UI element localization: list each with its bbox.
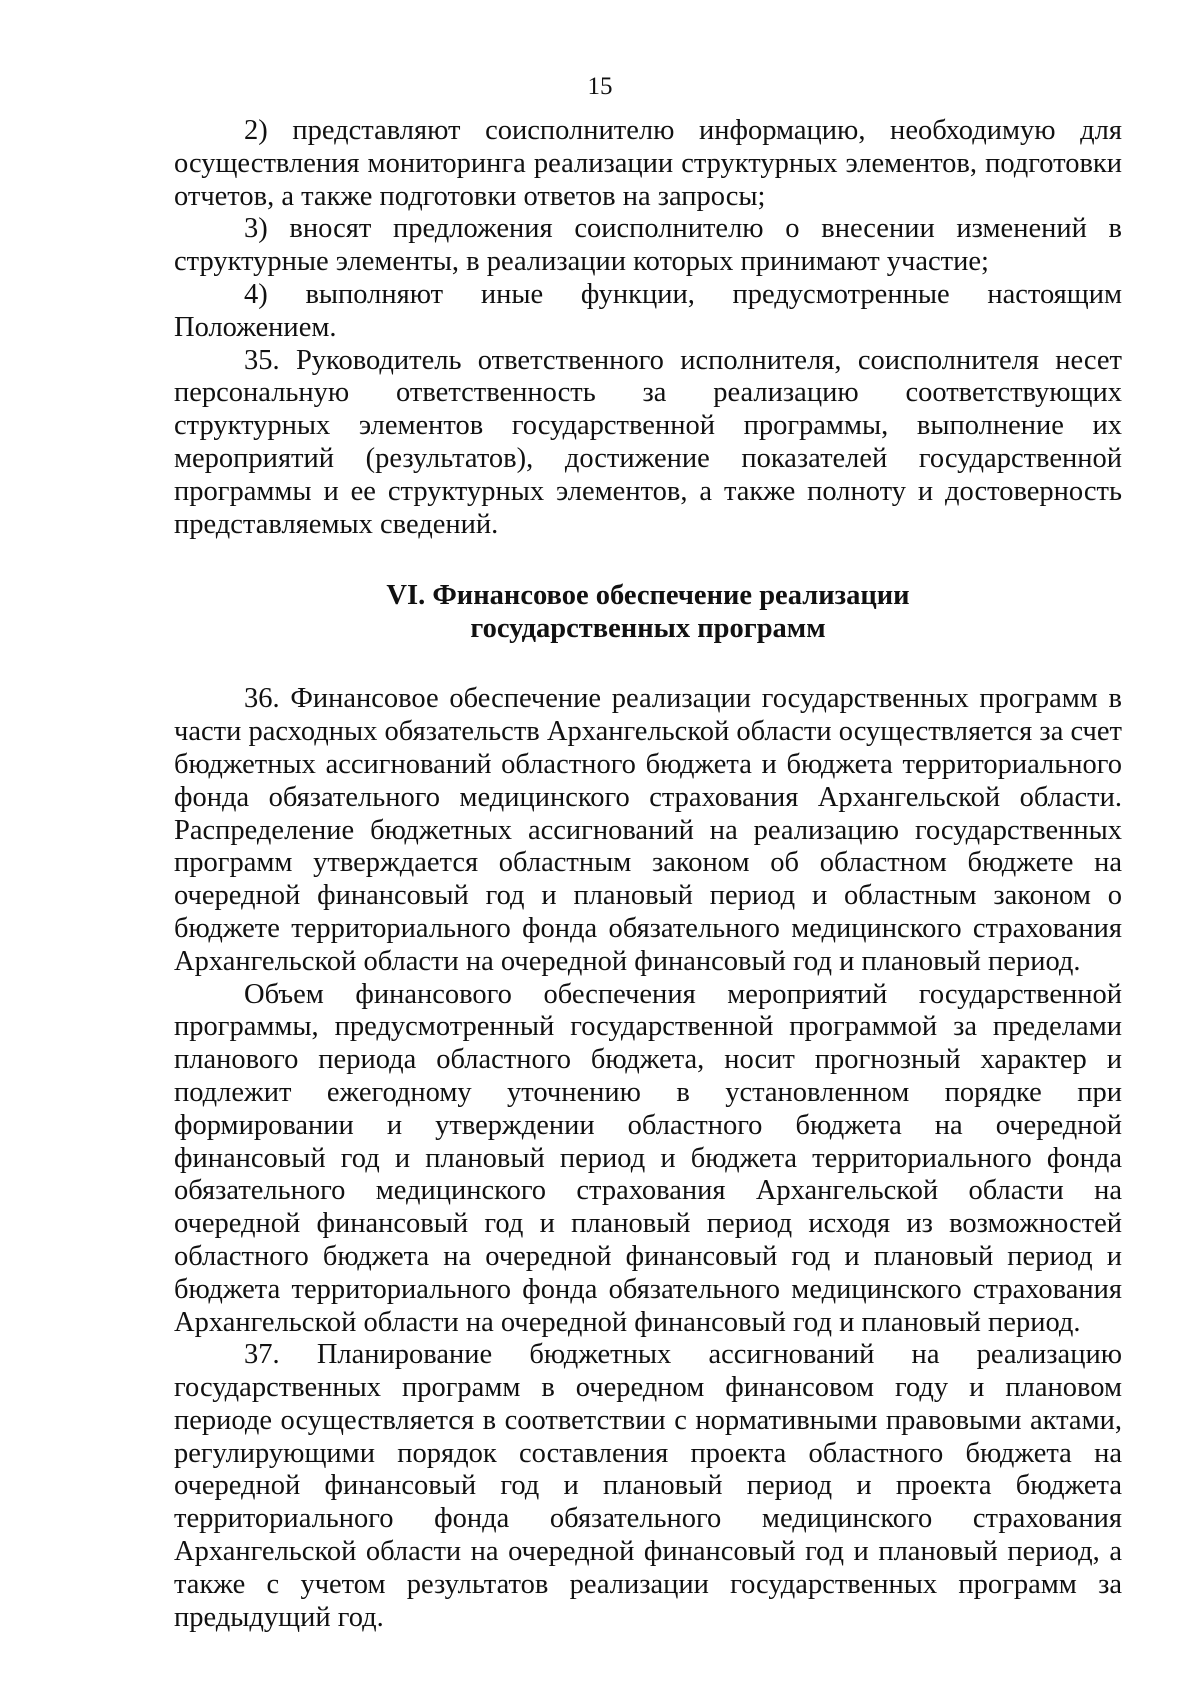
document-body <box>174 115 1122 1634</box>
paragraph-36: 36. Финансовое обеспечение реализации государственных программ в части расходных обязательств Архангельской области осуществляется за счет бюджетных ассигнований областного бюджета и бюджета территориального фонда обязательного медицинского страхования Архангельской области. Распределение бюджетных ассигнований на реализацию государственных программ утверждается областным законом об областном бюджете на очередной финансовый год и плановый период и областным законом о бюджете территориального фонда обязательного медицинского страхования Архангельской области на очередной финансовый год и плановый период. <box>174 683 1122 977</box>
paragraph-item-3: 3) вносят предложения соисполнителю о внесении изменений в структурные элементы, в реализации которых принимают участие; <box>174 213 1122 278</box>
paragraph-item-4: 4) выполняют иные функции, предусмотренные настоящим Положением. <box>174 278 1122 343</box>
paragraph-36-volume: Объем финансового обеспечения мероприятий государственной программы, предусмотренный государственной программой за пределами планового периода областного бюджета, носит прогнозный характер и подлежит ежегодному уточнению в установленном порядке при формировании и утверждении областного бюджета на очередной финансовый год и плановый период и бюджета территориального фонда обязательного медицинского страхования Архангельской области на очередной финансовый год и плановый период исходя из возможностей областного бюджета на очередной финансовый год и плановый период и бюджета территориального фонда обязательного медицинского страхования Архангельской области на очередной финансовый год и плановый период. <box>174 978 1122 1338</box>
section-heading <box>174 579 1122 645</box>
page-number: 15 <box>587 73 613 100</box>
paragraph-35: 35. Руководитель ответственного исполнителя, соисполнителя несет персональную ответственность за реализацию соответствующих структурных элементов государственной программы, выполнение их мероприятий (результатов), достижение показателей государственной программы и ее структурных элементов, а также полноту и достоверность представляемых сведений. <box>174 344 1122 540</box>
section-heading-line-1: VI. Финансовое обеспечение реализации <box>386 580 910 612</box>
section-heading-line-2: государственных программ <box>470 613 826 645</box>
paragraph-item-2: 2) представляют соисполнителю информацию, необходимую для осуществления мониторинга реализации структурных элементов, подготовки отчетов, а также подготовки ответов на запросы; <box>174 115 1122 212</box>
paragraph-37: 37. Планирование бюджетных ассигнований на реализацию государственных программ в очередном финансовом году и плановом периоде осуществляется в соответствии с нормативными правовыми актами, регулирующими порядок составления проекта областного бюджета на очередной финансовый год и плановый период и проекта бюджета территориального фонда обязательного медицинского страхования Архангельской области на очередной финансовый год и плановый период, а также с учетом результатов реализации государственных программ за предыдущий год. <box>174 1339 1122 1633</box>
